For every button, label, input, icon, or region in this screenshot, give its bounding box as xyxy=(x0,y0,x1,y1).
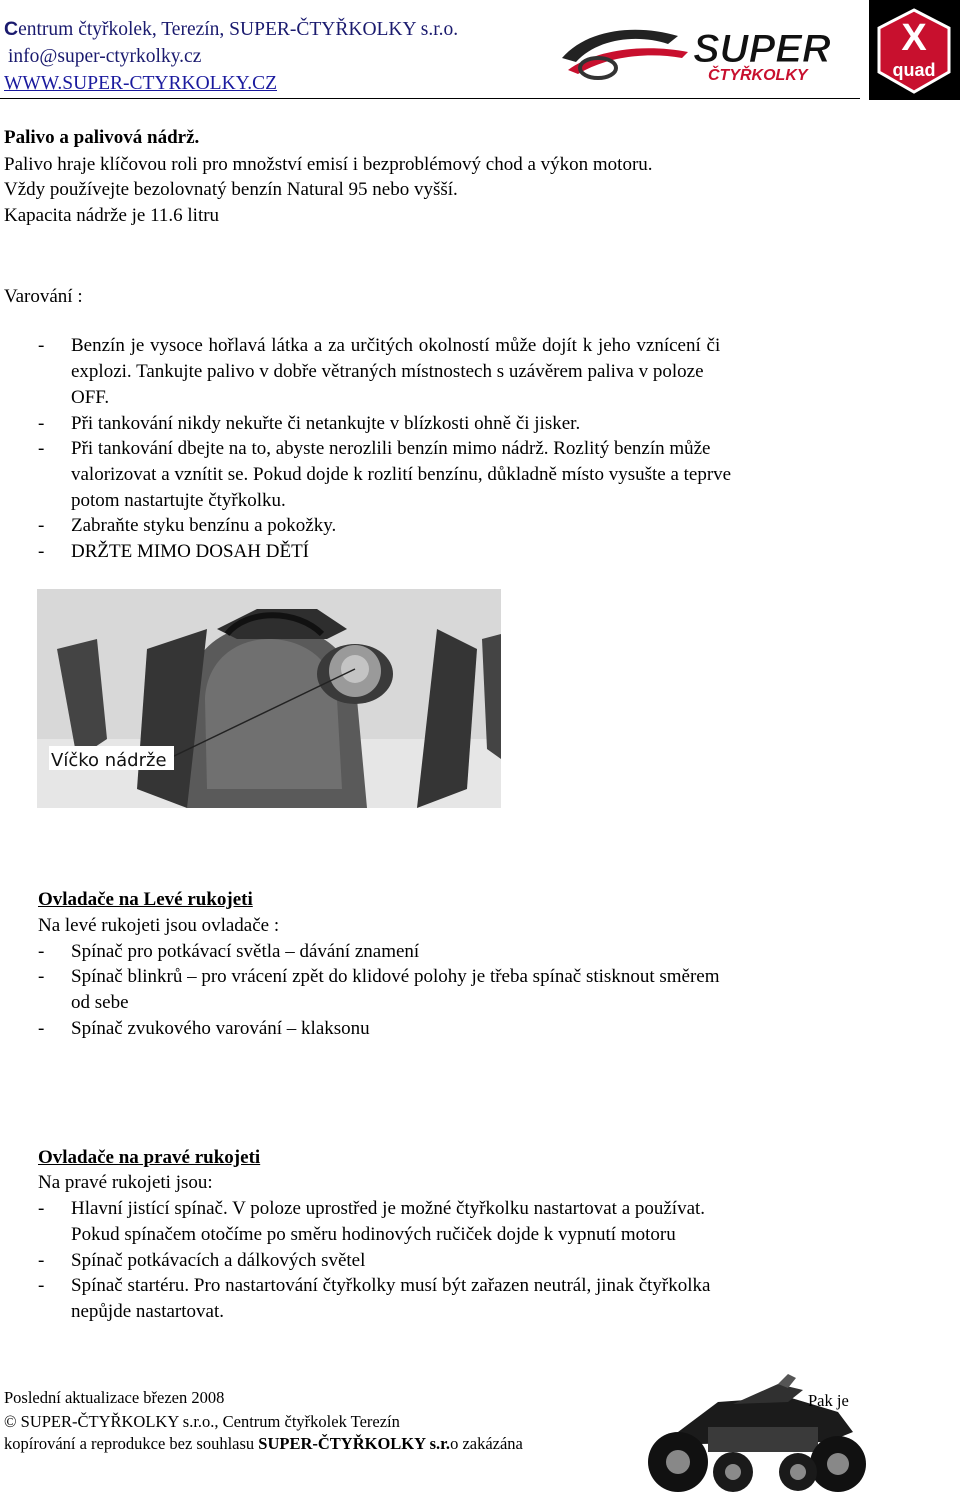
footer-updated: Poslední aktualizace březen 2008 xyxy=(4,1388,225,1407)
fuel-line-3: Kapacita nádrže je 11.6 litru xyxy=(4,205,220,226)
fuel-line-2: Vždy používejte bezolovnatý benzín Natural 95 nebo vyšší. xyxy=(4,179,458,200)
warning-item-1-line-3: OFF. xyxy=(71,387,110,408)
photo-caption: Víčko nádrže xyxy=(51,750,167,771)
warning-item-1-line-2: explozi. Tankujte palivo v dobře větraných místnostech s uzávěrem paliva v poloze xyxy=(71,361,704,382)
left-item-3-line-1: Spínač zvukového varování – klaksonu xyxy=(71,1018,370,1039)
right-dash: - xyxy=(38,1250,45,1271)
warning-dash: - xyxy=(38,541,45,562)
company-line xyxy=(4,18,458,41)
warning-item-2-line-1: Při tankování nikdy nekuřte či netankujte v blízkosti ohně či jisker. xyxy=(71,413,581,434)
left-item-2-line-1: Spínač blinkrů – pro vrácení zpět do klidové polohy je třeba spínač stisknout směrem xyxy=(71,966,720,987)
company-name: entrum čtyřkolek, Terezín, SUPER-ČTYŘKOLKY s.r.o. xyxy=(18,19,459,40)
right-item-1-line-1: Hlavní jistící spínač. V poloze uprostřed je možné čtyřkolku nastartovat a používat. xyxy=(71,1198,706,1219)
left-item-2-line-2: od sebe xyxy=(71,992,129,1013)
warning-dash: - xyxy=(38,335,45,356)
right-item-2-line-1: Spínač potkávacích a dálkových světel xyxy=(71,1250,366,1271)
right-controls-heading: Ovladače na pravé rukojeti xyxy=(38,1147,261,1168)
xquad-badge xyxy=(869,0,960,100)
badge-letter: X xyxy=(901,17,927,59)
email-link[interactable]: info@super-ctyrkolky.cz xyxy=(8,46,202,67)
fuel-heading: Palivo a palivová nádrž. xyxy=(4,127,200,148)
footer-copyright: © SUPER-ČTYŘKOLKY s.r.o., Centrum čtyřkolek Terezín xyxy=(4,1412,400,1431)
badge-text: quad xyxy=(892,60,936,80)
website-link[interactable]: WWW.SUPER-CTYRKOLKY.CZ xyxy=(4,73,278,94)
header-rule xyxy=(0,98,860,99)
warning-item-5-line-1: DRŽTE MIMO DOSAH DĚTÍ xyxy=(71,541,310,562)
left-dash: - xyxy=(38,1018,45,1039)
fuel-line-1: Palivo hraje klíčovou roli pro množství emisí i bezproblémový chod a výkon motoru. xyxy=(4,154,653,175)
left-dash: - xyxy=(38,941,45,962)
left-dash: - xyxy=(38,966,45,987)
warning-item-3-line-2: valorizovat a vznítit se. Pokud dojde k rozlití benzínu, důkladně místo vysušte a teprve xyxy=(71,464,732,485)
right-dash: - xyxy=(38,1198,45,1219)
footer-notice: kopírování a reprodukce bez souhlasu SUPER-ČTYŘKOLKY s.r.o zakázána xyxy=(4,1434,523,1453)
warning-dash: - xyxy=(38,515,45,536)
logo-text-main: SUPER xyxy=(693,27,831,71)
warning-dash: - xyxy=(38,438,45,459)
logo-text-sub: ČTYŘKOLKY xyxy=(708,67,808,84)
warning-item-3-line-1: Při tankování dbejte na to, abyste nerozlili benzín mimo nádrž. Rozlitý benzín může xyxy=(71,438,711,459)
right-item-3-line-1: Spínač startéru. Pro nastartování čtyřkolky musí být zařazen neutrál, jinak čtyřkolka xyxy=(71,1275,711,1296)
super-ctyrkolky-logo xyxy=(558,18,858,84)
right-item-3-line-2: nepůjde nastartovat. xyxy=(71,1301,225,1322)
left-controls-intro: Na levé rukojeti jsou ovladače : xyxy=(38,915,280,936)
fuel-cap-photo xyxy=(37,589,501,808)
right-item-1-line-2: Pokud spínačem otočíme po směru hodinových ručiček dojde k vypnutí motoru xyxy=(71,1224,676,1245)
warning-item-4-line-1: Zabraňte styku benzínu a pokožky. xyxy=(71,515,337,536)
warning-dash: - xyxy=(38,413,45,434)
next-page-label: Pak je xyxy=(808,1391,849,1410)
right-controls-intro: Na pravé rukojeti jsou: xyxy=(38,1172,213,1193)
left-item-1-line-1: Spínač pro potkávací světla – dávání znamení xyxy=(71,941,420,962)
warning-label: Varování : xyxy=(4,286,83,307)
warning-item-3-line-3: potom nastartujte čtyřkolku. xyxy=(71,490,286,511)
warning-item-1-line-1: Benzín je vysoce hořlavá látka a za určitých okolností může dojít k jeho vznícení či xyxy=(71,335,721,356)
left-controls-heading: Ovladače na Levé rukojeti xyxy=(38,889,253,910)
company-initial: C xyxy=(4,18,19,40)
right-dash: - xyxy=(38,1275,45,1296)
